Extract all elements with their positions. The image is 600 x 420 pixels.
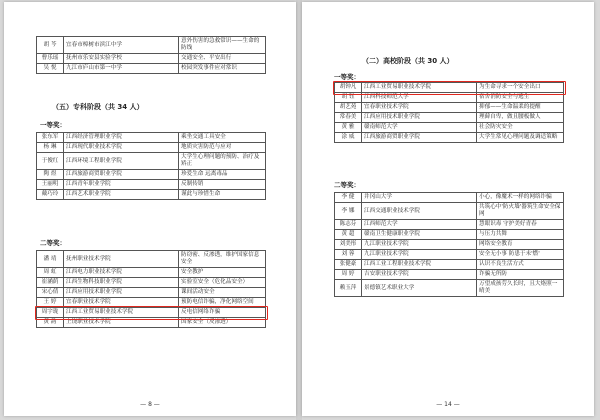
table-row [335,220,564,230]
cell-school: 抚州职业技术学院 [64,251,179,268]
cell-school: 吉安职业技术学院 [362,270,477,280]
cell-school: 九江职业技术学院 [362,250,477,260]
cell-school: 江西工业工程职业技术学院 [362,260,477,270]
cell-name: 王丽明 [37,180,64,190]
cell-title: 反制传销 [179,180,266,190]
table-row [335,83,564,93]
table-row [335,250,564,260]
cell-school: 上饶职业技术学院 [64,318,179,328]
cell-name: 周 婷 [335,270,362,280]
cell-school: 九江市庐山市第一中学 [64,64,179,74]
section-title-specialty: （五）专科阶段（共 34 人） [52,103,144,111]
table-row [335,270,564,280]
cell-title: 宿舍消防安全与逃生 [477,93,564,103]
cell-school: 江西生物科技职业学院 [64,278,179,288]
table-row [37,54,266,64]
cell-school: 江西旅游商贸职业学院 [362,133,477,143]
table-row [335,203,564,220]
cell-school: 江西环境工程职业学院 [64,153,179,170]
table-row [37,37,266,54]
first-prize-label: 一等奖： [40,121,66,129]
cell-name: 周宇珑 [37,308,64,318]
second-prize-label: 二等奖： [334,181,360,189]
cell-title: 预防电信诈骗，净化网络空间 [179,298,266,308]
table-row [335,133,564,143]
cell-name: 赖玉萍 [335,280,362,297]
cell-school: 抚州市乐安县实验学校 [64,54,179,64]
cell-title: 校园突发事件应对常识 [179,64,266,74]
cell-name: 陈志芬 [335,220,362,230]
cell-title: 认识不良生活方式 [477,260,564,270]
table-row [37,190,266,200]
cell-school: 井冈山大学 [362,193,477,203]
cell-school: 江西应用技术职业学院 [362,113,477,123]
cell-school: 江西科技师范大学 [362,93,477,103]
table-row [37,143,266,153]
cell-school: 江西工业贸易职业技术学院 [64,308,179,318]
cell-school: 宜春职业技术学院 [64,298,179,308]
cell-title: 安全教护 [179,268,266,278]
cell-name: 刘 蓉 [335,250,362,260]
table-row [335,260,564,270]
cell-school: 江西艺术职业学院 [64,190,179,200]
second-prize-label: 二等奖： [40,239,66,247]
cell-school: 江西应用技术职业学院 [64,288,179,298]
cell-name: 黄 雅 [335,123,362,133]
cell-title: 与压力共舞 [477,230,564,240]
table-row [37,308,266,318]
table-row [37,64,266,74]
cell-name: 胡艺苑 [335,103,362,113]
table-row [37,180,266,190]
cell-title: 安全无小事 防患于未'燃' [477,250,564,260]
cell-school: 江西工业贸易职业技术学院 [362,83,477,93]
second-prize-table [334,192,564,297]
table-row [335,113,564,123]
cell-school: 江西交通职业技术学院 [362,203,477,220]
cell-title: 抑郁——生命温柔的提醒 [477,103,564,113]
cell-title: 小心，像魔术一样的网络诈骗 [477,193,564,203]
cell-title: 社会防灾安全 [477,123,564,133]
page-number: — 8 — [140,401,160,408]
top-table [36,36,266,74]
cell-title: 防窃密、反渗透，维护国家信息安全 [179,251,266,268]
table-row [37,278,266,288]
cell-school: 景德镇艺术职业大学 [362,280,477,297]
page-number: — 14 — [436,401,460,408]
cell-name: 胡 芩 [37,37,64,54]
cell-title: 交通安全、平安出行 [179,54,266,64]
first-prize-table [334,82,564,143]
cell-name: 胡 钰 [335,93,362,103]
cell-name: 李 娜 [335,203,362,220]
cell-name: 张东军 [37,133,64,143]
cell-title: 国家安全（反渗透） [179,318,266,328]
cell-school: 宜春职业技术学院 [362,103,477,113]
cell-title: 课间活动安全 [179,288,266,298]
cell-name: 胡钟凡 [335,83,362,93]
cell-title: 地质灾害防范与应对 [179,143,266,153]
table-row [37,251,266,268]
cell-title: 大学生心理问题的预防、治疗及矫正 [179,153,266,170]
cell-title: 乘坐交通工具安全 [179,133,266,143]
cell-title: 慧眼识毒 守护美好青春 [477,220,564,230]
cell-name: 黄 韵 [37,318,64,328]
cell-title: 珍爱生命 远离毒品 [179,170,266,180]
cell-title: 大学生常见心理问题及调适策略 [477,133,564,143]
cell-school: 江西现代职业技术学院 [64,143,179,153]
cell-name: 王 婷 [37,298,64,308]
table-row [37,288,266,298]
cell-title: 为生命寻求一个安全出口 [477,83,564,93]
cell-name: 张健豪 [335,260,362,270]
cell-name: 黄 超 [335,230,362,240]
table-row [37,318,266,328]
cell-name: 潘 靖 [37,251,64,268]
first-prize-label: 一等奖： [334,73,360,81]
cell-name: 陶 煜 [37,170,64,180]
first-prize-table [36,132,266,200]
cell-name: 杨 琳 [37,143,64,153]
cell-name: 涂 威 [335,133,362,143]
cell-title: 诈骗无所防 [477,270,564,280]
cell-school: 江西旅游商贸职业学院 [64,170,179,180]
section-title-university: （二）高校阶段（共 30 人） [362,57,454,65]
cell-name: 崔涵荫 [37,278,64,288]
cell-title: 网络安全教育 [477,240,564,250]
right-page [302,2,594,416]
cell-name: 吴 悦 [37,64,64,74]
table-row [335,193,564,203]
table-row [335,123,564,133]
cell-title: 万望成孩劳久长时，且大烙照一晴美 [477,280,564,297]
cell-name: 曹乐瑶 [37,54,64,64]
cell-title: 理藓自卑，做且腰板做人 [477,113,564,123]
table-row [37,133,266,143]
cell-school: 九江职业技术学院 [362,240,477,250]
cell-name: 常春美 [335,113,362,123]
cell-title: 意外伤害的急救常识——生命的防线 [179,37,266,54]
table-row [335,280,564,297]
cell-school: 宜春市樟树市滨江中学 [64,37,179,54]
table-row [335,103,564,113]
cell-school: 江西电力职业技术学院 [64,268,179,278]
cell-school: 江西师范大学 [362,220,477,230]
cell-title: 实验室安全（危化品安全） [179,278,266,288]
cell-school: 赣南师范大学 [362,123,477,133]
cell-name: 周 虹 [37,268,64,278]
table-row [335,240,564,250]
table-row [335,230,564,240]
cell-name: 戴巧玲 [37,190,64,200]
table-row [37,153,266,170]
cell-school: 江西青年职业学院 [64,180,179,190]
cell-name: 于俊红 [37,153,64,170]
cell-title: 共筑心中'防火墙'器筑生命安全保网 [477,203,564,220]
table-row [37,268,266,278]
second-prize-table [36,250,266,328]
table-row [335,93,564,103]
left-page [4,2,296,416]
cell-school: 赣南卫生健康职业学院 [362,230,477,240]
cell-title: 谨此与珍惜生命 [179,190,266,200]
cell-name: 李 健 [335,193,362,203]
cell-title: 反电信网络诈骗 [179,308,266,318]
cell-name: 刘美彤 [335,240,362,250]
table-row [37,298,266,308]
table-row [37,170,266,180]
cell-name: 宋心倩 [37,288,64,298]
cell-school: 江西经济管理职业学院 [64,133,179,143]
